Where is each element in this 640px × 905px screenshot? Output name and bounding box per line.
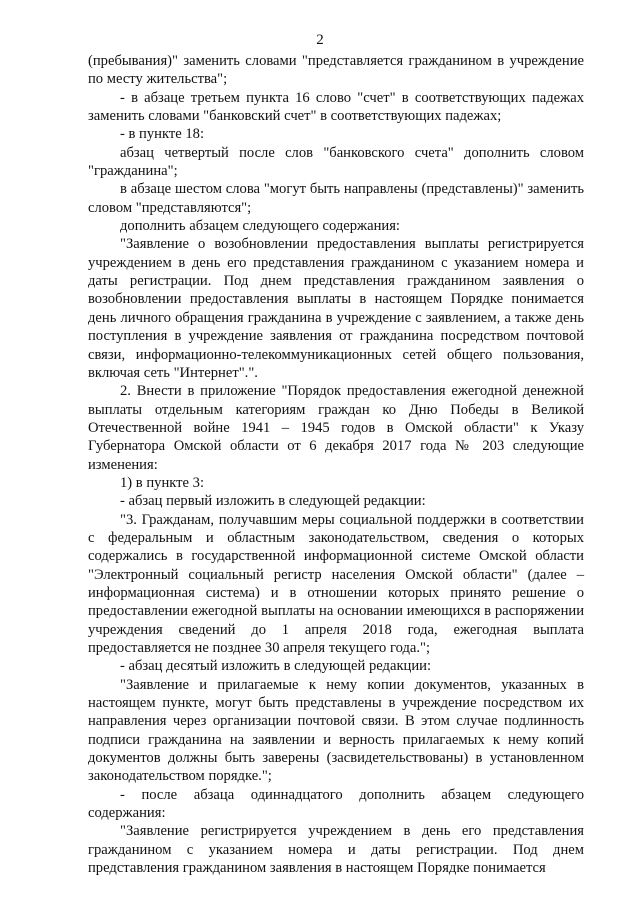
paragraph: в абзаце шестом слова "могут быть направлены (представлены)" заменить словом "представляются"; <box>88 181 584 216</box>
paragraph: "Заявление и прилагаемые к нему копии документов, указанных в настоящем пункте, могут быть представлены в учреждение посредством их направления через организации почтовой связи. В этом случае подлинность подписи гражданина на заявлении и верность прилагаемых к нему копий документов должны быть заверены (засвидетельствованы) в установленном законодательством порядке."; <box>88 676 584 785</box>
document-body <box>88 52 584 877</box>
paragraph: "3. Гражданам, получавшим меры социальной поддержки в соответствии с федеральным и областным законодательством, сведения о которых содержались в государственной информационной системе Омской области "Электронный социальный регистр населения Омской области" (далее – информационная система) и в отношении которых принято решение о предоставлении ежегодной выплаты на основании имеющихся в распоряжении учреждения сведений до 1 апреля 2018 года, ежегодная выплата предоставляется не позднее 30 апреля текущего года."; <box>88 511 584 656</box>
page-number: 2 <box>316 32 324 48</box>
paragraph: дополнить абзацем следующего содержания: <box>120 218 400 235</box>
paragraph: 1) в пункте 3: <box>120 474 205 491</box>
paragraph: абзац четвертый после слов "банковского счета" дополнить словом "гражданина"; <box>88 144 584 180</box>
paragraph: "Заявление о возобновлении предоставления выплаты регистрируется учреждением в день его представления гражданином с указанием номера и даты регистрации. Под днем представления гражданином заявления о возобновлении предоставления выплаты в настоящем Порядке понимается день личного обращения гражданина в учреждение с заявлением, а также день поступления в учреждение заявления от гражданина посредством почтовой связи, информационно-телекоммуникационных сетей общего пользования, включая сеть "Интернет".". <box>88 236 584 381</box>
paragraph: - после абзаца одиннадцатого дополнить абзацем следующего содержания: <box>88 786 584 822</box>
paragraph: - абзац десятый изложить в следующей редакции: <box>120 658 432 675</box>
paragraph: - в абзаце третьем пункта 16 слово "счет" в соответствующих падежах заменить словами "банковский счет" в соответствующих падежах; <box>88 89 584 125</box>
paragraph: 2. Внести в приложение "Порядок предоставления ежегодной денежной выплаты отдельным категориям граждан ко Дню Победы в Великой Отечественной войне 1941 – 1945 годов в Омской области" к Указу Губернатора Омской области от 6 декабря 2017 года № 203 следующие изменения: <box>88 383 584 473</box>
paragraph: - абзац первый изложить в следующей редакции: <box>120 493 426 510</box>
paragraph: - в пункте 18: <box>120 126 205 143</box>
paragraph: "Заявление регистрируется учреждением в день его представления гражданином с указанием номера и даты регистрации. Под днем представления гражданином заявления в настоящем Порядке понимается <box>88 823 584 877</box>
paragraph: (пребывания)" заменить словами "представляется гражданином в учреждение по месту жительства"; <box>88 53 584 88</box>
